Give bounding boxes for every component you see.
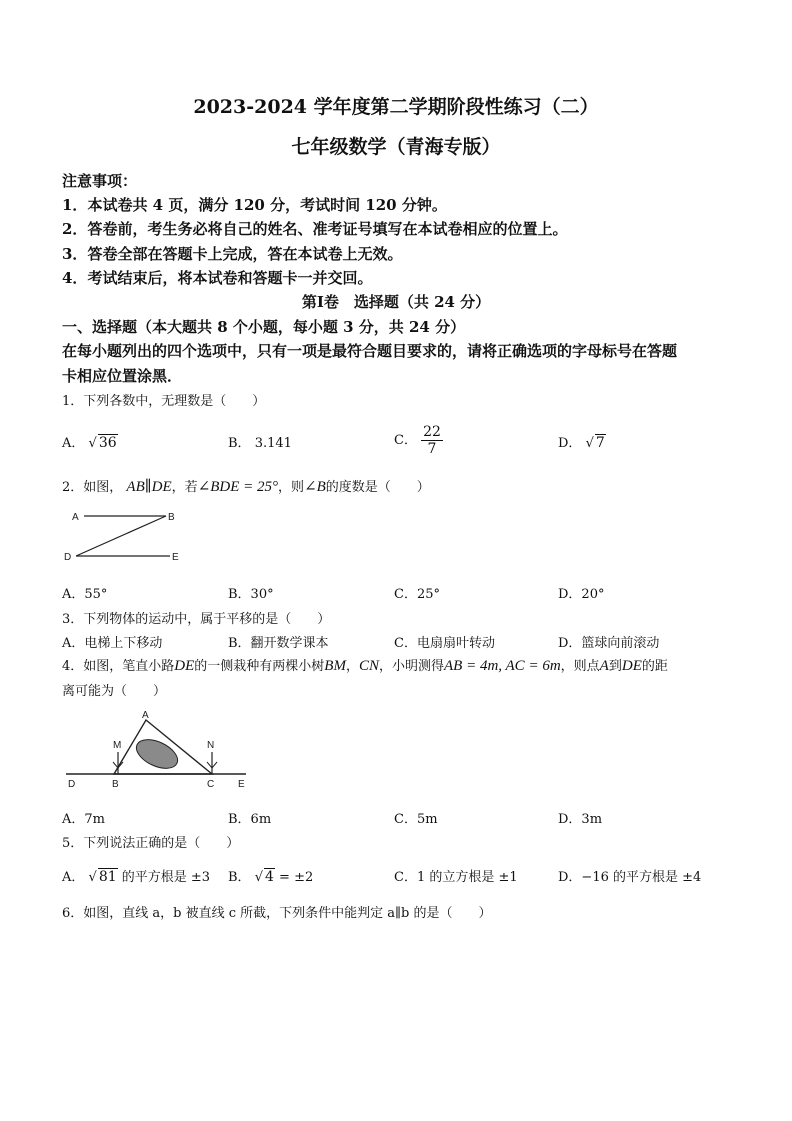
q2-option-d: D．20° xyxy=(558,587,605,602)
q3-option-b: B．翻开数学课本 xyxy=(228,636,329,651)
q4-option-b: B．6m xyxy=(228,812,272,827)
fraction: $\frac{22}{7}$ xyxy=(423,424,441,457)
label-n: N xyxy=(207,740,215,751)
note-item: 3．答卷全部在答题卡上完成，答在本试卷上无效。 xyxy=(62,245,403,263)
q5-option-d: D．−16 的平方根是 ±4 xyxy=(558,870,702,885)
line-bd xyxy=(76,516,166,556)
q2-option-c: C．25° xyxy=(394,587,440,602)
label-e: E xyxy=(172,552,179,562)
q1-option-b: B． 3.141 xyxy=(228,436,292,451)
note-item: 1．本试卷共 4 页，满分 120 分，考试时间 120 分钟。 xyxy=(62,196,447,214)
question-1-stem: 1．下列各数中，无理数是（ ） xyxy=(62,394,266,409)
label-c: C xyxy=(207,779,215,790)
question-4-stem-cont: 离可能为（ ） xyxy=(62,684,167,699)
q1-option-d: D． √ 7 xyxy=(558,435,605,451)
question-5-stem: 5．下列说法正确的是（ ） xyxy=(62,836,240,851)
note-item: 4．考试结束后，将本试卷和答题卡一并交回。 xyxy=(62,269,373,287)
q2-option-b: B．30° xyxy=(228,587,274,602)
label-a: A xyxy=(72,512,79,523)
question-4-stem: 4．如图，笔直小路DE的一侧栽种有两棵小树BM，CN，小明测得AB = 4m, AC = 6m，则点A到DE的距 xyxy=(62,658,668,674)
q5-option-c: C．1 的立方根是 ±1 xyxy=(394,870,518,885)
q4-figure xyxy=(62,708,252,792)
note-item: 2．答卷前，考生务必将自己的姓名、准考证号填写在本试卷相应的位置上。 xyxy=(62,220,568,238)
section-instructions-cont: 卡相应位置涂黑． xyxy=(62,367,183,385)
q5-option-b: B． √ 4 = ±2 xyxy=(228,869,314,885)
q3-option-d: D．篮球向前滚动 xyxy=(558,636,660,651)
q3-option-c: C．电扇扇叶转动 xyxy=(394,636,495,651)
label-d: D xyxy=(64,552,72,562)
q2-option-a: A．55° xyxy=(62,587,108,602)
q4-option-d: D．3m xyxy=(558,812,603,827)
q5-option-a: A． √ 81 的平方根是 ±3 xyxy=(62,869,211,885)
label-b: B xyxy=(112,779,119,790)
label-e: E xyxy=(238,779,245,790)
section-heading: 一、选择题（本大题共 8 个小题，每小题 3 分，共 24 分） xyxy=(62,318,466,336)
question-6-stem: 6．如图，直线 a，b 被直线 c 所截，下列条件中能判定 a∥b 的是（ ） xyxy=(62,906,492,921)
exam-title: 2023-2024 学年度第二学期阶段性练习（二） xyxy=(193,96,599,118)
q2-figure xyxy=(62,506,192,562)
q1-option-c: C． $\frac{22}{7}$ xyxy=(394,424,441,457)
label-m: M xyxy=(113,740,122,751)
label-b: B xyxy=(168,512,175,523)
label-a: A xyxy=(142,710,149,721)
question-3-stem: 3．下列物体的运动中，属于平移的是（ ） xyxy=(62,612,331,627)
q3-option-a: A．电梯上下移动 xyxy=(62,636,163,651)
q1-option-a: A． √ 36 xyxy=(62,435,117,451)
section-instructions: 在每小题列出的四个选项中，只有一项是最符合题目要求的，请将正确选项的字母标号在答题 xyxy=(62,342,678,360)
exam-subtitle: 七年级数学（青海专版） xyxy=(291,136,501,158)
part-title: 第Ⅰ卷 选择题（共 24 分） xyxy=(301,293,491,311)
q4-option-a: A．7m xyxy=(62,812,105,827)
pond-shape xyxy=(132,734,182,774)
notes-heading: 注意事项： xyxy=(62,172,138,190)
question-2-stem: 2．如图， AB∥DE，若∠BDE = 25°，则∠B的度数是（ ） xyxy=(62,479,430,495)
label-d: D xyxy=(68,779,76,790)
q4-option-c: C．5m xyxy=(394,812,438,827)
